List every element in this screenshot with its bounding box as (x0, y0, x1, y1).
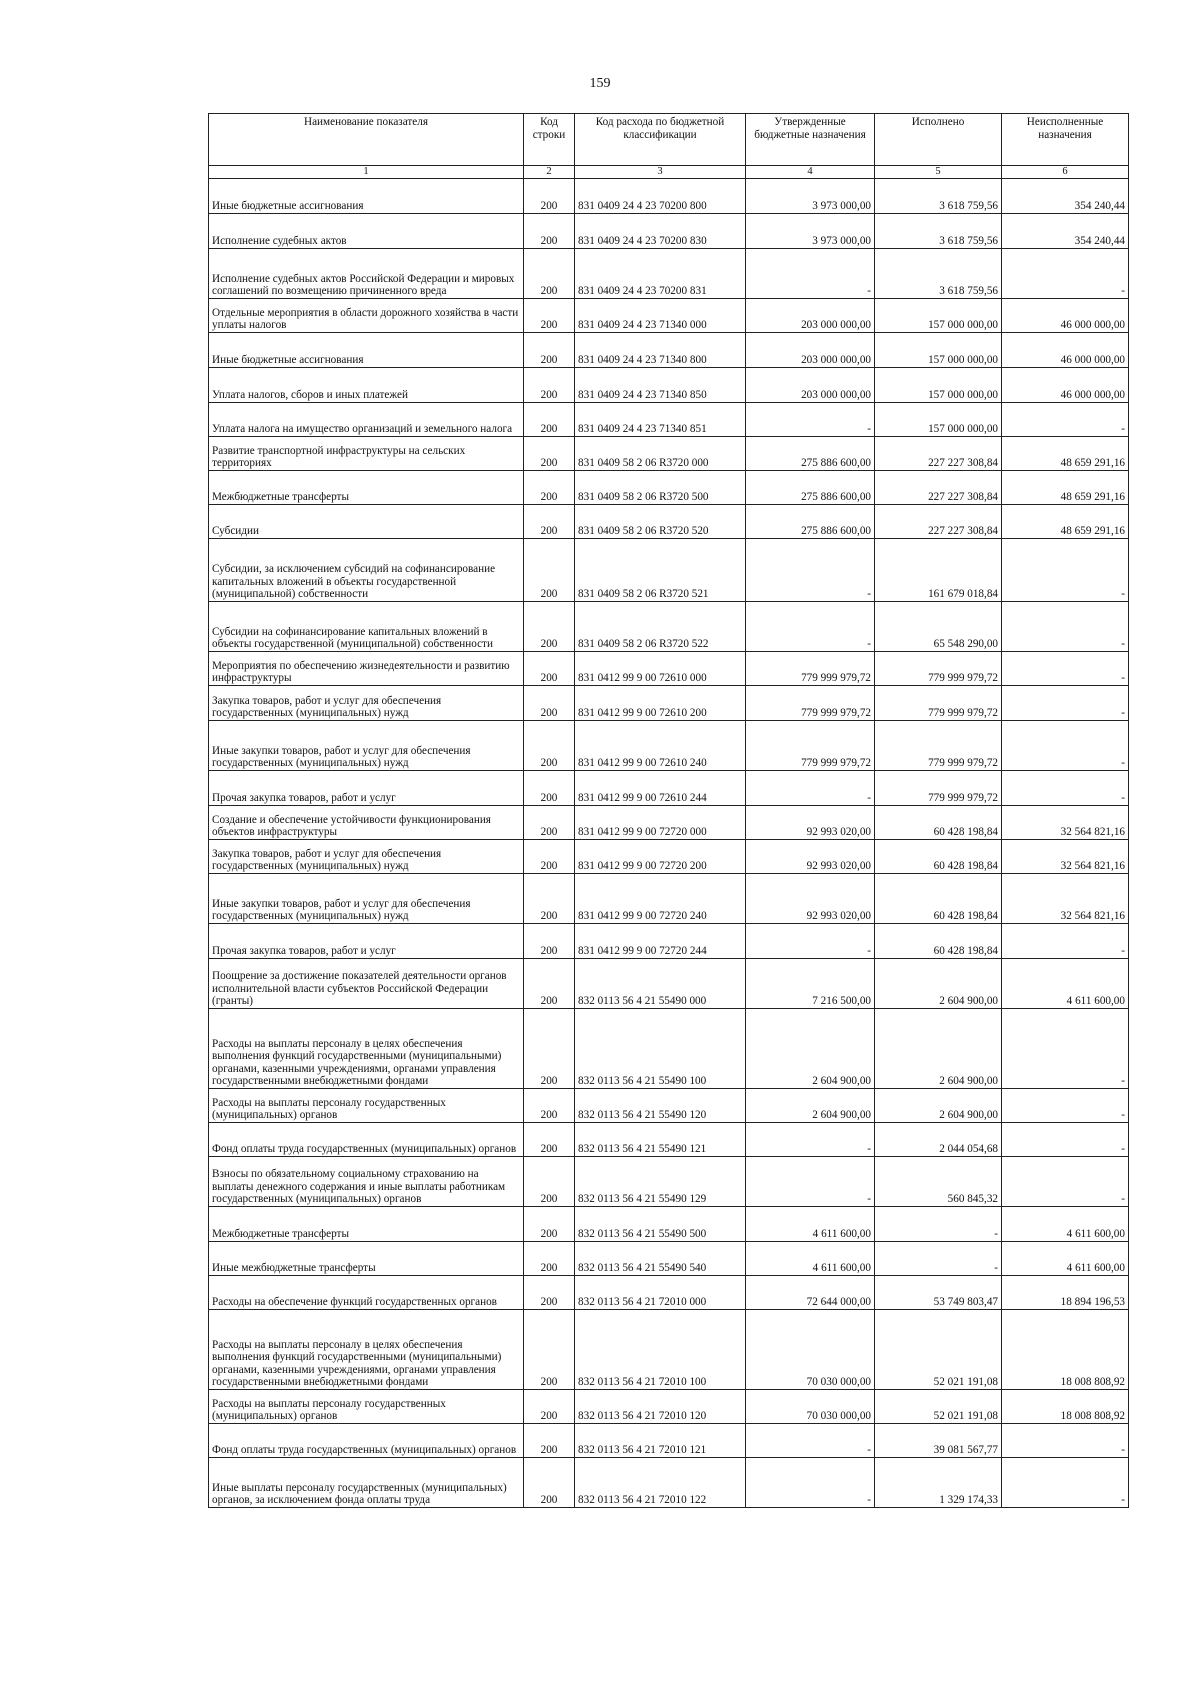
table-row (209, 924, 1129, 959)
indicator-name-cell: Иные бюджетные ассигнования (209, 333, 524, 368)
unexecuted-amount-cell: 4 611 600,00 (1002, 959, 1129, 1009)
header-approved: Утвержденные бюджетные назначения (746, 114, 875, 166)
budget-execution-table (208, 113, 1129, 1508)
row-code-cell: 200 (524, 1157, 575, 1207)
row-code-cell: 200 (524, 602, 575, 652)
row-code-cell: 200 (524, 874, 575, 924)
indicator-name-cell: Иные бюджетные ассигнования (209, 179, 524, 214)
approved-amount-cell: - (746, 1157, 875, 1207)
classification-code-cell: 831 0412 99 9 00 72610 200 (575, 686, 746, 721)
table-row (209, 539, 1129, 602)
unexecuted-amount-cell: - (1002, 539, 1129, 602)
page-number: 159 (589, 76, 611, 91)
table-row (209, 721, 1129, 771)
header-budget-classification: Код расхода по бюджетной классификации (575, 114, 746, 166)
column-number-row (209, 166, 1129, 179)
indicator-name-cell: Расходы на выплаты персоналу в целях обеспечения выполнения функций государственными (муниципальными) органами, казенными учреждениями, органами управления государственными внебюджетными фондами (209, 1009, 524, 1089)
executed-amount-cell: 779 999 979,72 (875, 771, 1002, 806)
unexecuted-amount-cell: 32 564 821,16 (1002, 806, 1129, 840)
unexecuted-amount-cell: 354 240,44 (1002, 179, 1129, 214)
unexecuted-amount-cell: - (1002, 1009, 1129, 1089)
table-row (209, 214, 1129, 249)
approved-amount-cell: 2 604 900,00 (746, 1089, 875, 1123)
indicator-name-cell: Межбюджетные трансферты (209, 471, 524, 505)
table-row (209, 1089, 1129, 1123)
table-body (209, 179, 1129, 1508)
executed-amount-cell: 157 000 000,00 (875, 333, 1002, 368)
row-code-cell: 200 (524, 299, 575, 333)
classification-code-cell: 831 0412 99 9 00 72720 240 (575, 874, 746, 924)
unexecuted-amount-cell: 48 659 291,16 (1002, 505, 1129, 539)
approved-amount-cell: 203 000 000,00 (746, 299, 875, 333)
unexecuted-amount-cell: - (1002, 403, 1129, 437)
row-code-cell: 200 (524, 1009, 575, 1089)
approved-amount-cell: 779 999 979,72 (746, 686, 875, 721)
unexecuted-amount-cell: - (1002, 1424, 1129, 1458)
approved-amount-cell: 275 886 600,00 (746, 437, 875, 471)
approved-amount-cell: - (746, 1424, 875, 1458)
executed-amount-cell: 157 000 000,00 (875, 299, 1002, 333)
executed-amount-cell: 227 227 308,84 (875, 471, 1002, 505)
row-code-cell: 200 (524, 806, 575, 840)
classification-code-cell: 832 0113 56 4 21 72010 100 (575, 1310, 746, 1390)
classification-code-cell: 832 0113 56 4 21 55490 129 (575, 1157, 746, 1207)
classification-code-cell: 832 0113 56 4 21 55490 540 (575, 1242, 746, 1276)
classification-code-cell: 831 0409 24 4 23 71340 000 (575, 299, 746, 333)
indicator-name-cell: Межбюджетные трансферты (209, 1207, 524, 1242)
row-code-cell: 200 (524, 652, 575, 686)
unexecuted-amount-cell: - (1002, 1157, 1129, 1207)
indicator-name-cell: Закупка товаров, работ и услуг для обеспечения государственных (муниципальных) нужд (209, 686, 524, 721)
classification-code-cell: 831 0409 58 2 06 R3720 000 (575, 437, 746, 471)
unexecuted-amount-cell: - (1002, 771, 1129, 806)
classification-code-cell: 831 0412 99 9 00 72610 244 (575, 771, 746, 806)
unexecuted-amount-cell: 4 611 600,00 (1002, 1207, 1129, 1242)
row-code-cell: 200 (524, 1276, 575, 1310)
indicator-name-cell: Закупка товаров, работ и услуг для обеспечения государственных (муниципальных) нужд (209, 840, 524, 874)
executed-amount-cell: - (875, 1242, 1002, 1276)
table-row (209, 505, 1129, 539)
row-code-cell: 200 (524, 924, 575, 959)
table-row (209, 686, 1129, 721)
indicator-name-cell: Субсидии, за исключением субсидий на софинансирование капитальных вложений в объекты государственной (муниципальной) собственности (209, 539, 524, 602)
executed-amount-cell: 2 604 900,00 (875, 1089, 1002, 1123)
classification-code-cell: 831 0409 24 4 23 71340 800 (575, 333, 746, 368)
approved-amount-cell: - (746, 924, 875, 959)
classification-code-cell: 831 0409 58 2 06 R3720 500 (575, 471, 746, 505)
classification-code-cell: 832 0113 56 4 21 55490 121 (575, 1123, 746, 1157)
row-code-cell: 200 (524, 1310, 575, 1390)
indicator-name-cell: Уплата налогов, сборов и иных платежей (209, 368, 524, 403)
executed-amount-cell: 779 999 979,72 (875, 721, 1002, 771)
row-code-cell: 200 (524, 840, 575, 874)
executed-amount-cell: 779 999 979,72 (875, 652, 1002, 686)
approved-amount-cell: - (746, 771, 875, 806)
row-code-cell: 200 (524, 333, 575, 368)
executed-amount-cell: 2 604 900,00 (875, 1009, 1002, 1089)
executed-amount-cell: 52 021 191,08 (875, 1390, 1002, 1424)
indicator-name-cell: Исполнение судебных актов Российской Федерации и мировых соглашений по возмещению причиненного вреда (209, 249, 524, 299)
executed-amount-cell: 60 428 198,84 (875, 806, 1002, 840)
indicator-name-cell: Иные межбюджетные трансферты (209, 1242, 524, 1276)
indicator-name-cell: Расходы на выплаты персоналу в целях обеспечения выполнения функций государственными (муниципальными) органами, казенными учреждениями, органами управления государственными внебюджетными фондами (209, 1310, 524, 1390)
table-row (209, 333, 1129, 368)
unexecuted-amount-cell: - (1002, 249, 1129, 299)
classification-code-cell: 832 0113 56 4 21 55490 100 (575, 1009, 746, 1089)
executed-amount-cell: 60 428 198,84 (875, 924, 1002, 959)
indicator-name-cell: Расходы на обеспечение функций государственных органов (209, 1276, 524, 1310)
classification-code-cell: 831 0409 24 4 23 70200 800 (575, 179, 746, 214)
approved-amount-cell: - (746, 539, 875, 602)
approved-amount-cell: 3 973 000,00 (746, 214, 875, 249)
table-row (209, 1009, 1129, 1089)
executed-amount-cell: 60 428 198,84 (875, 840, 1002, 874)
table-row (209, 299, 1129, 333)
approved-amount-cell: - (746, 403, 875, 437)
approved-amount-cell: 779 999 979,72 (746, 652, 875, 686)
executed-amount-cell: 2 044 054,68 (875, 1123, 1002, 1157)
classification-code-cell: 832 0113 56 4 21 72010 000 (575, 1276, 746, 1310)
indicator-name-cell: Расходы на выплаты персоналу государственных (муниципальных) органов (209, 1390, 524, 1424)
approved-amount-cell: - (746, 602, 875, 652)
executed-amount-cell: 53 749 803,47 (875, 1276, 1002, 1310)
table-row (209, 1242, 1129, 1276)
approved-amount-cell: 2 604 900,00 (746, 1009, 875, 1089)
approved-amount-cell: - (746, 1123, 875, 1157)
classification-code-cell: 831 0409 24 4 23 71340 850 (575, 368, 746, 403)
indicator-name-cell: Фонд оплаты труда государственных (муниципальных) органов (209, 1424, 524, 1458)
approved-amount-cell: 92 993 020,00 (746, 806, 875, 840)
row-code-cell: 200 (524, 1089, 575, 1123)
row-code-cell: 200 (524, 1424, 575, 1458)
indicator-name-cell: Иные закупки товаров, работ и услуг для обеспечения государственных (муниципальных) нужд (209, 874, 524, 924)
unexecuted-amount-cell: 18 894 196,53 (1002, 1276, 1129, 1310)
executed-amount-cell: 157 000 000,00 (875, 403, 1002, 437)
indicator-name-cell: Исполнение судебных актов (209, 214, 524, 249)
unexecuted-amount-cell: - (1002, 652, 1129, 686)
approved-amount-cell: 275 886 600,00 (746, 505, 875, 539)
row-code-cell: 200 (524, 1207, 575, 1242)
unexecuted-amount-cell: - (1002, 686, 1129, 721)
table-row (209, 1276, 1129, 1310)
row-code-cell: 200 (524, 249, 575, 299)
indicator-name-cell: Уплата налога на имущество организаций и земельного налога (209, 403, 524, 437)
executed-amount-cell: 52 021 191,08 (875, 1310, 1002, 1390)
header-unexecuted: Неисполненные назначения (1002, 114, 1129, 166)
row-code-cell: 200 (524, 1390, 575, 1424)
row-code-cell: 200 (524, 471, 575, 505)
unexecuted-amount-cell: 46 000 000,00 (1002, 333, 1129, 368)
table-row (209, 1458, 1129, 1508)
indicator-name-cell: Прочая закупка товаров, работ и услуг (209, 924, 524, 959)
indicator-name-cell: Отдельные мероприятия в области дорожного хозяйства в части уплаты налогов (209, 299, 524, 333)
classification-code-cell: 831 0412 99 9 00 72720 244 (575, 924, 746, 959)
table-row (209, 1123, 1129, 1157)
classification-code-cell: 831 0409 58 2 06 R3720 522 (575, 602, 746, 652)
row-code-cell: 200 (524, 437, 575, 471)
column-number: 1 (209, 166, 524, 179)
indicator-name-cell: Расходы на выплаты персоналу государственных (муниципальных) органов (209, 1089, 524, 1123)
table-row (209, 1207, 1129, 1242)
unexecuted-amount-cell: - (1002, 924, 1129, 959)
header-indicator-name: Наименование показателя (209, 114, 524, 166)
row-code-cell: 200 (524, 214, 575, 249)
classification-code-cell: 831 0409 24 4 23 71340 851 (575, 403, 746, 437)
row-code-cell: 200 (524, 1123, 575, 1157)
column-number: 6 (1002, 166, 1129, 179)
table-row (209, 1390, 1129, 1424)
approved-amount-cell: 92 993 020,00 (746, 840, 875, 874)
row-code-cell: 200 (524, 368, 575, 403)
unexecuted-amount-cell: - (1002, 1123, 1129, 1157)
classification-code-cell: 832 0113 56 4 21 72010 121 (575, 1424, 746, 1458)
row-code-cell: 200 (524, 721, 575, 771)
approved-amount-cell: 70 030 000,00 (746, 1310, 875, 1390)
unexecuted-amount-cell: - (1002, 1458, 1129, 1508)
executed-amount-cell: 3 618 759,56 (875, 249, 1002, 299)
approved-amount-cell: 203 000 000,00 (746, 368, 875, 403)
approved-amount-cell: - (746, 1458, 875, 1508)
row-code-cell: 200 (524, 403, 575, 437)
column-number: 5 (875, 166, 1002, 179)
column-number: 2 (524, 166, 575, 179)
executed-amount-cell: 161 679 018,84 (875, 539, 1002, 602)
classification-code-cell: 832 0113 56 4 21 55490 000 (575, 959, 746, 1009)
table-row (209, 1157, 1129, 1207)
table-row (209, 249, 1129, 299)
executed-amount-cell: 227 227 308,84 (875, 437, 1002, 471)
indicator-name-cell: Мероприятия по обеспечению жизнедеятельности и развитию инфраструктуры (209, 652, 524, 686)
executed-amount-cell: 1 329 174,33 (875, 1458, 1002, 1508)
classification-code-cell: 832 0113 56 4 21 55490 120 (575, 1089, 746, 1123)
approved-amount-cell: 275 886 600,00 (746, 471, 875, 505)
table-row (209, 403, 1129, 437)
executed-amount-cell: 560 845,32 (875, 1157, 1002, 1207)
table-row (209, 840, 1129, 874)
approved-amount-cell: 4 611 600,00 (746, 1207, 875, 1242)
indicator-name-cell: Развитие транспортной инфраструктуры на сельских территориях (209, 437, 524, 471)
executed-amount-cell: 227 227 308,84 (875, 505, 1002, 539)
executed-amount-cell: - (875, 1207, 1002, 1242)
executed-amount-cell: 157 000 000,00 (875, 368, 1002, 403)
table-row (209, 652, 1129, 686)
classification-code-cell: 831 0409 24 4 23 70200 831 (575, 249, 746, 299)
unexecuted-amount-cell: 48 659 291,16 (1002, 471, 1129, 505)
row-code-cell: 200 (524, 179, 575, 214)
indicator-name-cell: Иные закупки товаров, работ и услуг для обеспечения государственных (муниципальных) нужд (209, 721, 524, 771)
unexecuted-amount-cell: - (1002, 721, 1129, 771)
classification-code-cell: 832 0113 56 4 21 72010 120 (575, 1390, 746, 1424)
table-row (209, 602, 1129, 652)
row-code-cell: 200 (524, 505, 575, 539)
row-code-cell: 200 (524, 959, 575, 1009)
indicator-name-cell: Субсидии на софинансирование капитальных вложений в объекты государственной (муниципальной) собственности (209, 602, 524, 652)
indicator-name-cell: Прочая закупка товаров, работ и услуг (209, 771, 524, 806)
classification-code-cell: 831 0412 99 9 00 72720 200 (575, 840, 746, 874)
table-row (209, 1424, 1129, 1458)
row-code-cell: 200 (524, 771, 575, 806)
table-row (209, 179, 1129, 214)
indicator-name-cell: Субсидии (209, 505, 524, 539)
unexecuted-amount-cell: - (1002, 1089, 1129, 1123)
classification-code-cell: 831 0409 58 2 06 R3720 521 (575, 539, 746, 602)
table-row (209, 368, 1129, 403)
unexecuted-amount-cell: 32 564 821,16 (1002, 874, 1129, 924)
table-row (209, 437, 1129, 471)
classification-code-cell: 832 0113 56 4 21 55490 500 (575, 1207, 746, 1242)
row-code-cell: 200 (524, 1458, 575, 1508)
table-row (209, 1310, 1129, 1390)
indicator-name-cell: Поощрение за достижение показателей деятельности органов исполнительной власти субъектов Российской Федерации (гранты) (209, 959, 524, 1009)
executed-amount-cell: 3 618 759,56 (875, 214, 1002, 249)
indicator-name-cell: Взносы по обязательному социальному страхованию на выплаты денежного содержания и иные выплаты работникам государственных (муниципальных) органов (209, 1157, 524, 1207)
executed-amount-cell: 65 548 290,00 (875, 602, 1002, 652)
executed-amount-cell: 3 618 759,56 (875, 179, 1002, 214)
table-row (209, 959, 1129, 1009)
approved-amount-cell: 72 644 000,00 (746, 1276, 875, 1310)
header-row (209, 114, 1129, 166)
approved-amount-cell: - (746, 249, 875, 299)
approved-amount-cell: 92 993 020,00 (746, 874, 875, 924)
row-code-cell: 200 (524, 1242, 575, 1276)
classification-code-cell: 832 0113 56 4 21 72010 122 (575, 1458, 746, 1508)
approved-amount-cell: 779 999 979,72 (746, 721, 875, 771)
row-code-cell: 200 (524, 539, 575, 602)
unexecuted-amount-cell: 18 008 808,92 (1002, 1310, 1129, 1390)
header-row-code: Код строки (524, 114, 575, 166)
approved-amount-cell: 70 030 000,00 (746, 1390, 875, 1424)
approved-amount-cell: 4 611 600,00 (746, 1242, 875, 1276)
classification-code-cell: 831 0412 99 9 00 72610 000 (575, 652, 746, 686)
unexecuted-amount-cell: - (1002, 602, 1129, 652)
executed-amount-cell: 60 428 198,84 (875, 874, 1002, 924)
classification-code-cell: 831 0409 24 4 23 70200 830 (575, 214, 746, 249)
executed-amount-cell: 2 604 900,00 (875, 959, 1002, 1009)
indicator-name-cell: Создание и обеспечение устойчивости функционирования объектов инфраструктуры (209, 806, 524, 840)
column-number: 4 (746, 166, 875, 179)
executed-amount-cell: 779 999 979,72 (875, 686, 1002, 721)
row-code-cell: 200 (524, 686, 575, 721)
executed-amount-cell: 39 081 567,77 (875, 1424, 1002, 1458)
classification-code-cell: 831 0412 99 9 00 72610 240 (575, 721, 746, 771)
unexecuted-amount-cell: 48 659 291,16 (1002, 437, 1129, 471)
classification-code-cell: 831 0412 99 9 00 72720 000 (575, 806, 746, 840)
table-row (209, 771, 1129, 806)
indicator-name-cell: Иные выплаты персоналу государственных (муниципальных) органов, за исключением фонда оплаты труда (209, 1458, 524, 1508)
table-row (209, 806, 1129, 840)
unexecuted-amount-cell: 32 564 821,16 (1002, 840, 1129, 874)
approved-amount-cell: 3 973 000,00 (746, 179, 875, 214)
unexecuted-amount-cell: 18 008 808,92 (1002, 1390, 1129, 1424)
header-executed: Исполнено (875, 114, 1002, 166)
unexecuted-amount-cell: 354 240,44 (1002, 214, 1129, 249)
table-row (209, 874, 1129, 924)
unexecuted-amount-cell: 46 000 000,00 (1002, 299, 1129, 333)
approved-amount-cell: 7 216 500,00 (746, 959, 875, 1009)
classification-code-cell: 831 0409 58 2 06 R3720 520 (575, 505, 746, 539)
approved-amount-cell: 203 000 000,00 (746, 333, 875, 368)
column-number: 3 (575, 166, 746, 179)
unexecuted-amount-cell: 4 611 600,00 (1002, 1242, 1129, 1276)
indicator-name-cell: Фонд оплаты труда государственных (муниципальных) органов (209, 1123, 524, 1157)
unexecuted-amount-cell: 46 000 000,00 (1002, 368, 1129, 403)
table-row (209, 471, 1129, 505)
